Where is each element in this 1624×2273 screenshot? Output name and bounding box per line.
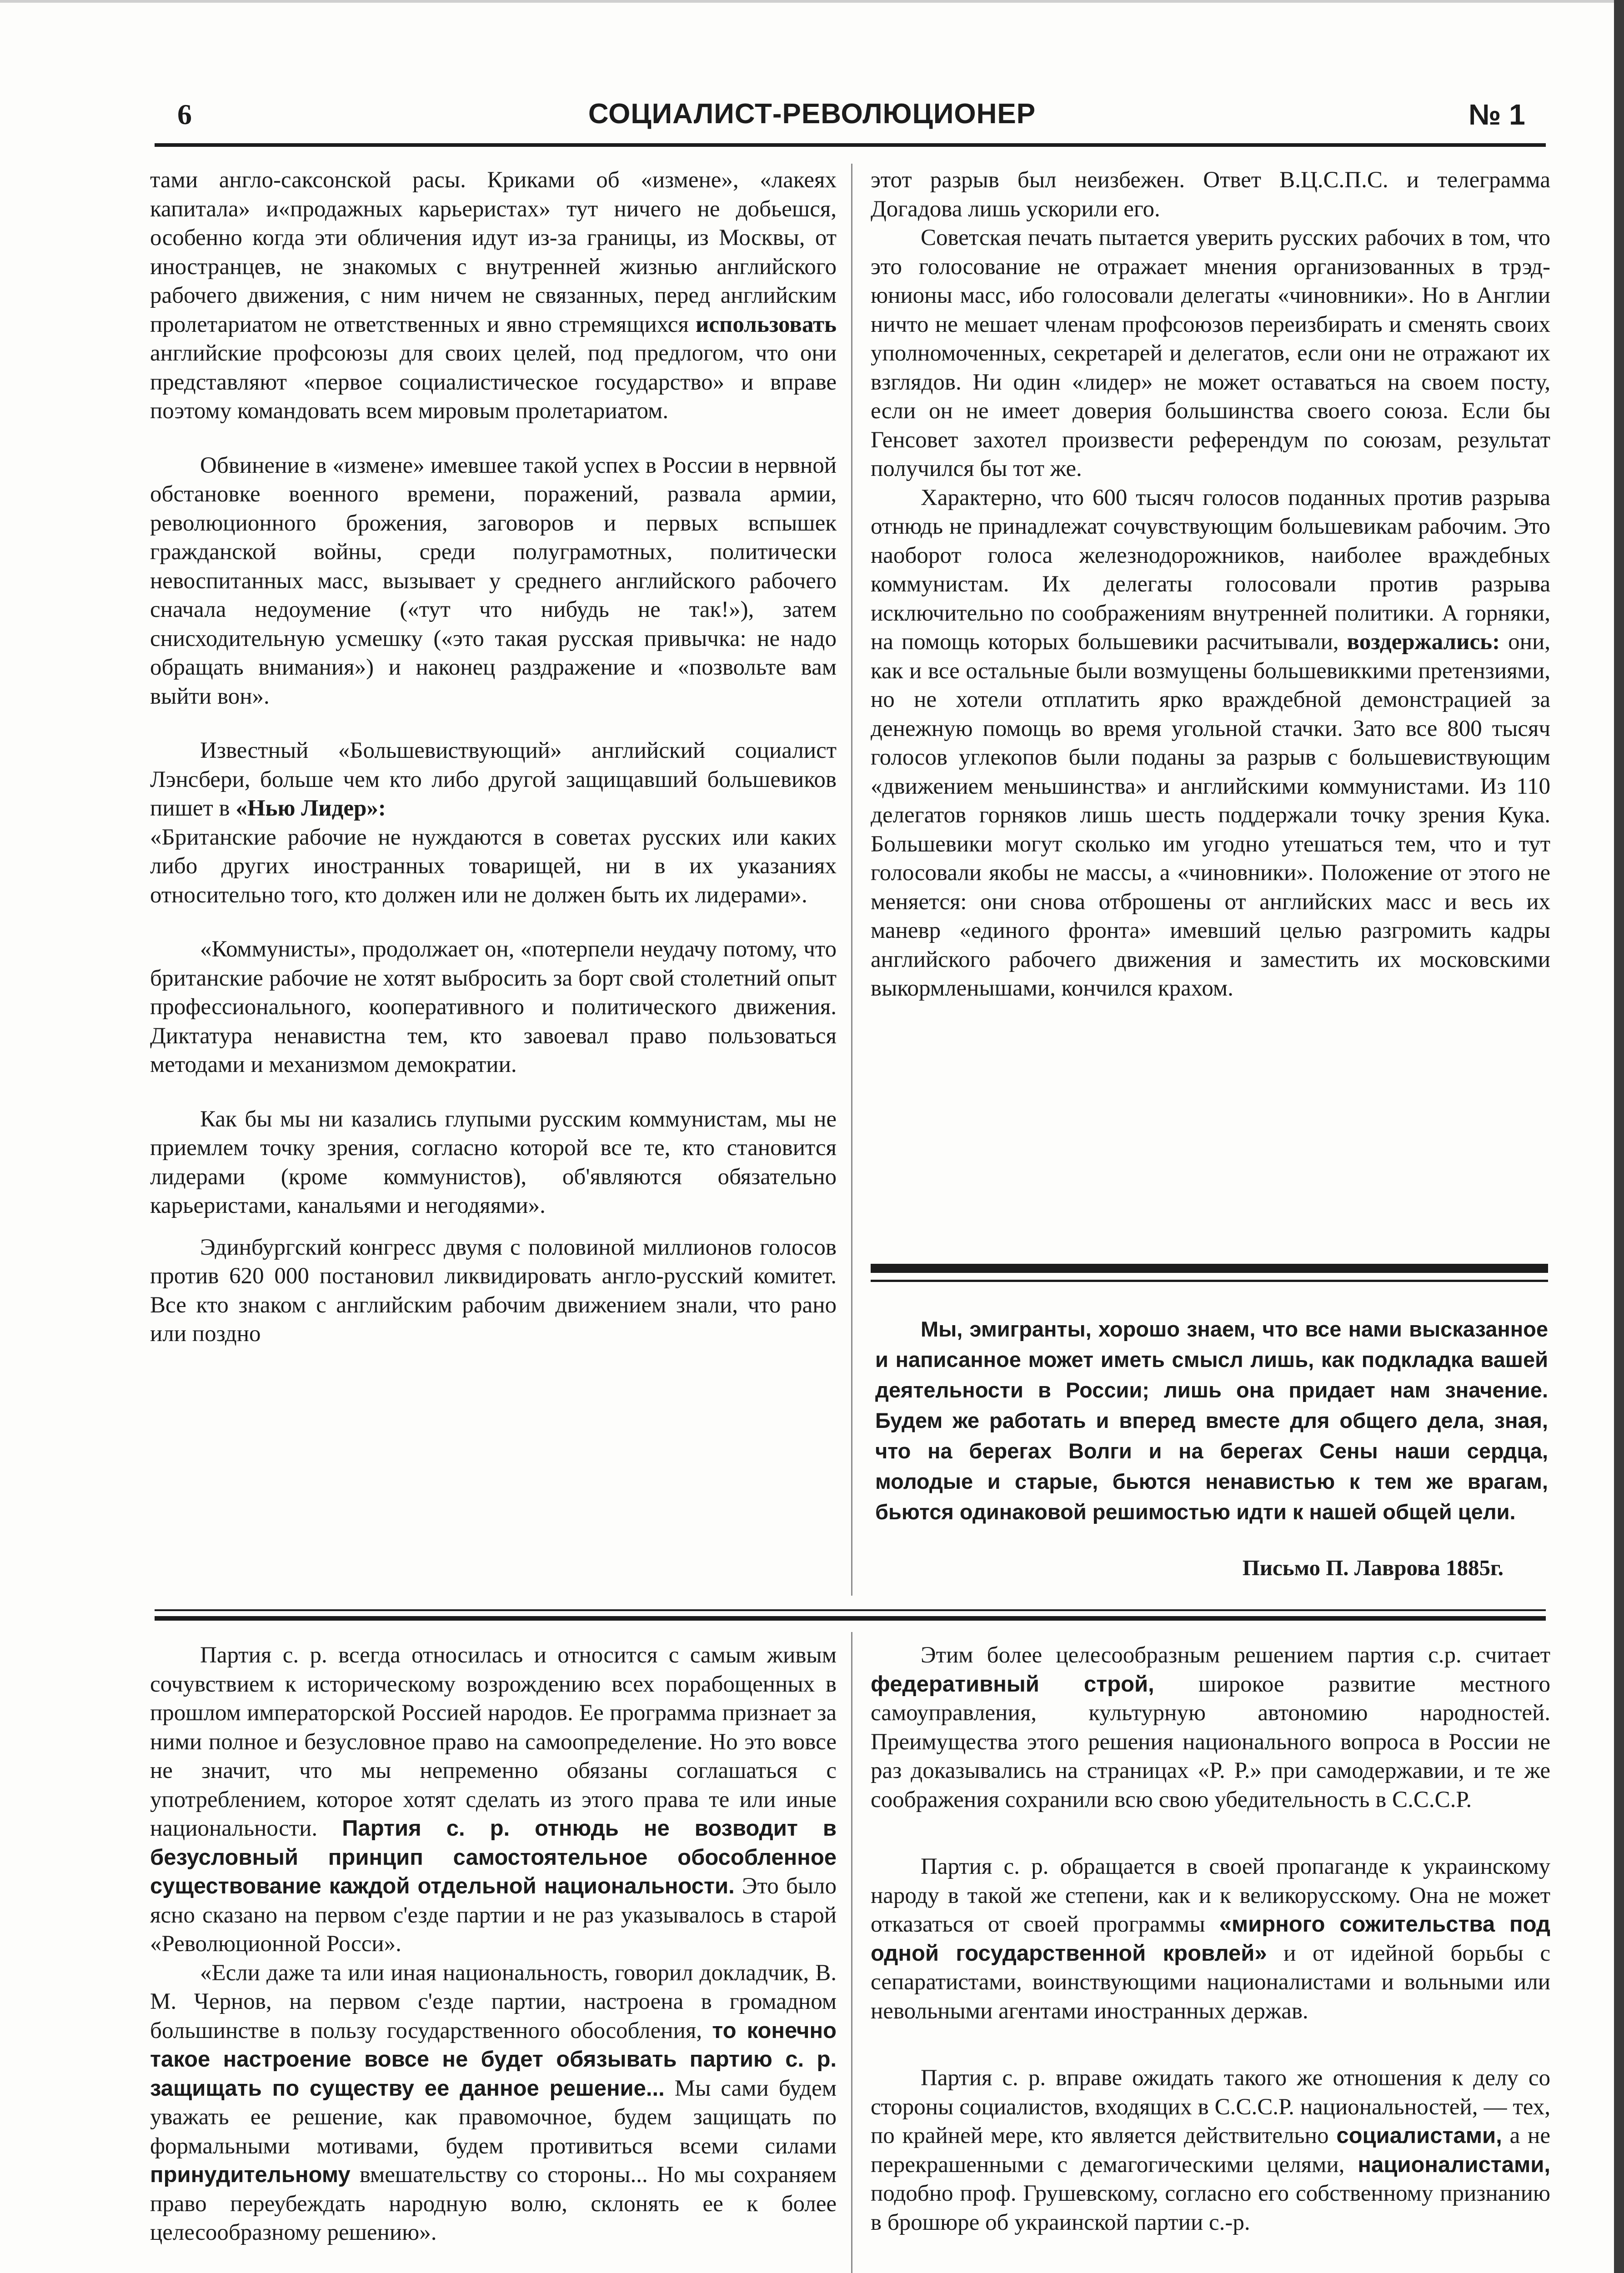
- paragraph: «Если даже та или иная национальность, говорил докладчик, В. М. Чернов, на первом с'езде партии, настроена в громадном большинстве в пользу государственного обособления, то конечно такое настроение вовсе не будет обязывать партию с. р. защищать по существу ее данное решение... Мы сами будем уважать ее решение, как правомочное, будем защищать по формальными мотивами, будем противиться всеми силами принудительному вмешательству со стороны... Но мы сохраняем право переубеждать народную волю, склонять ее к более целесообразному решению».: [150, 1960, 837, 2245]
- paragraph: Партия с. р. вправе ожидать такого же отношения к делу со стороны социалистов, входящих в С.С.С.Р. национальностей, — тех, по крайней мере, кто является действительно социалистами, а не перекрашенными с демагогическими целями, националистами, подобно проф. Грушевскому, согласно его собственному признанию в брошюре об украинской партии с.-р.: [871, 2065, 1550, 2235]
- section-divider-thin: [155, 1609, 1546, 1611]
- column-divider-lower: [851, 1632, 852, 2273]
- paragraph: Партия с. р. всегда относилась и относится с самым живым сочувствием к историческому возрождению всех порабощенных в прошлом императорской Россией народов. Ее программа признает за ними полное и безусловное право на самоопределение. Но это вовсе не значит, что мы непременно обязаны соглашаться с употреблением, которое хотят сделать из этого права те или иные национальности. Партия с. р. отнюдь не возводит в безусловный принцип самостоятельное обособленное существование каждой отдельной национальности. Это было ясно сказано на первом с'езде партии и не раз указывалось в старой «Революционной Росси».: [150, 1642, 837, 1957]
- paragraph: «Коммунисты», продолжает он, «потерпели неудачу потому, что британские рабочие не хотят выбросить за борт свой столетний опыт профессионального, кооперативного и политического движения. Диктатура ненавистна тем, кто завоевал право пользоваться методами и механизмом демократии.: [150, 936, 837, 1077]
- paragraph: тами англо-саксонской расы. Криками об «измене», «лакеях капитала» и«продажных карьеристах» тут ничего не добьешся, особенно когда эти обличения идут из-за границы, из Москвы, от иностранцев, не знакомых с внутренней жизнью английского рабочего движения, с ним ничем не связанных, перед английским пролетариатом не ответственных и явно стремящихся использовать английские профсоюзы для своих целей, под предлогом, что они представляют «первое социалистическое государство» и вправе поэтому командовать всем мировым пролетариатом.: [150, 167, 837, 424]
- lavrov-quote: Мы, эмигранты, хорошо знаем, что все нами высказанное и написанное может иметь смысл лишь, как подкладка вашей деятельности в России; лишь она придает нам значение. Будем же работать и вперед вместе для общего дела, зная, что на берегах Волги и на берегах Сены наши сердца, молодые и старые, бьются ненавистью к тем же врагам, бьются одинаковой решимостью идти к нашей общей цели.: [875, 1317, 1548, 1524]
- paragraph: Эдинбургский конгресс двумя с половиной миллионов голосов против 620 000 постановил ликвидировать англо-русский комитет. Все кто знаком с английским рабочим движением знали, что рано или поздно: [150, 1234, 837, 1347]
- scan-edge-top: [0, 0, 1624, 3]
- paragraph: Партия с. р. обращается в своей пропаганде к украинскому народу в такой же степени, как и к великорусскому. Она не может отказаться от своей программы «мирного сожительства под одной государственной кровлей» и от идейной борьбы с сепаратистами, воинствующими националистами и вольными или невольными агентами иностранных держав.: [871, 1854, 1550, 2024]
- quote-box-rule-top-thin: [871, 1280, 1548, 1282]
- scan-edge-right: [1614, 0, 1624, 2273]
- running-title: СОЦИАЛИСТ-РЕВОЛЮЦИОНЕР: [588, 98, 1036, 130]
- paragraph: Как бы мы ни казались глупыми русским коммунистам, мы не приемлем точку зрения, согласно которой все те, кто становится лидерами (кроме коммунистов), об'являются обязательно карьеристами, канальями и негодяями».: [150, 1106, 837, 1218]
- quotation: «Британские рабочие не нуждаются в советах русских или каких либо других иностранных товарищей, ни в их указаниях относительно того, кто должен или не должен быть их лидерами».: [150, 824, 837, 908]
- paragraph: Советская печать пытается уверить русских рабочих в том, что это голосование не отражает мнения организованных в трэд-юнионы масс, ибо голосовали делегаты «чиновники». Но в Англии ничто не мешает членам профсоюзов переизбирать и сменять своих уполномоченных, секретарей и делегатов, если они не отражают их взглядов. Ни один «лидер» не может оставаться на своем посту, если он не имеет доверия большинства своего союза. Если бы Генсовет захотел произвести референдум по союзам, результат получился бы тот же.: [871, 225, 1550, 481]
- upper-right-column: [871, 166, 1550, 1003]
- lower-left-column: [150, 1641, 837, 2248]
- issue-number: № 1: [1469, 98, 1525, 131]
- column-divider-upper: [851, 164, 852, 1596]
- upper-left-column: [150, 166, 837, 1349]
- paragraph: Этим более целесообразным решением партия с.р. считает федеративный строй, широкое развитие местного самоуправления, культурную автономию народностей. Преимущества этого решения национального вопроса в России не раз доказывались на страницах «Р. Р.» при самодержавии, и те же соображения сохранили всю свою убедительность в С.С.С.Р.: [871, 1642, 1550, 1812]
- paragraph: этот разрыв был неизбежен. Ответ В.Ц.С.П.С. и телеграмма Догадова лишь ускорили его.: [871, 167, 1550, 222]
- lower-right-column: [871, 1641, 1550, 2237]
- paragraph: Характерно, что 600 тысяч голосов поданных против разрыва отнюдь не принадлежат сочувствующим большевикам рабочим. Это наоборот голоса железнодорожников, наиболее враждебных коммунистам. Их делегаты голосовали против разрыва исключительно по соображениям внутренней политики. А горняки, на помощь которых большевики расчитывали, воздержались: они, как и все остальные были возмущены большевиккими претензиями, но не хотели отплатить ярко враждебной демонстрацией за денежную помощь во время угольной стачки. Зато все 800 тысяч голосов углекопов были поданы за разрыв с большевиствующим «движением меньшинства» и английскими коммунистами. Из 110 делегатов горняков лишь шесть поддержали точку зрения Кука. Большевики могут сколько им угодно утешаться тем, что и тут голосовали якобы не массы, а «чиновники». Положение от этого не меняется: они снова отброшены от английских масс и весь их маневр «единого фронта» имевший целью разгромить кадры английского рабочего движения и заместить их московскими выкормленышами, кончился крахом.: [871, 485, 1550, 1001]
- paragraph: Обвинение в «измене» имевшее такой успех в России в нервной обстановке военного времени, поражений, развала армии, революционного брожения, заговоров и первых вспышек гражданской войны, среди полуграмотных, политически невоспитанных масс, вызывает у среднего английского рабочего сначала недоумение («тут что нибудь не так!»), затем снисходительную усмешку («это такая русская привычка: не надо обращать внимания») и наконец раздражение и «позвольте вам выйти вон».: [150, 452, 837, 709]
- header-rule: [155, 143, 1546, 147]
- quote-signature: Письмо П. Лаврова 1885г.: [1242, 1555, 1504, 1580]
- section-divider-thick: [155, 1616, 1546, 1621]
- paragraph: Известный «Большевиствующий» английский социалист Лэнсбери, больше чем кто либо другой защищавший большевиков пишет в «Нью Лидер»:: [150, 738, 837, 821]
- page-number: 6: [177, 98, 192, 130]
- quote-box-rule-top: [871, 1264, 1548, 1273]
